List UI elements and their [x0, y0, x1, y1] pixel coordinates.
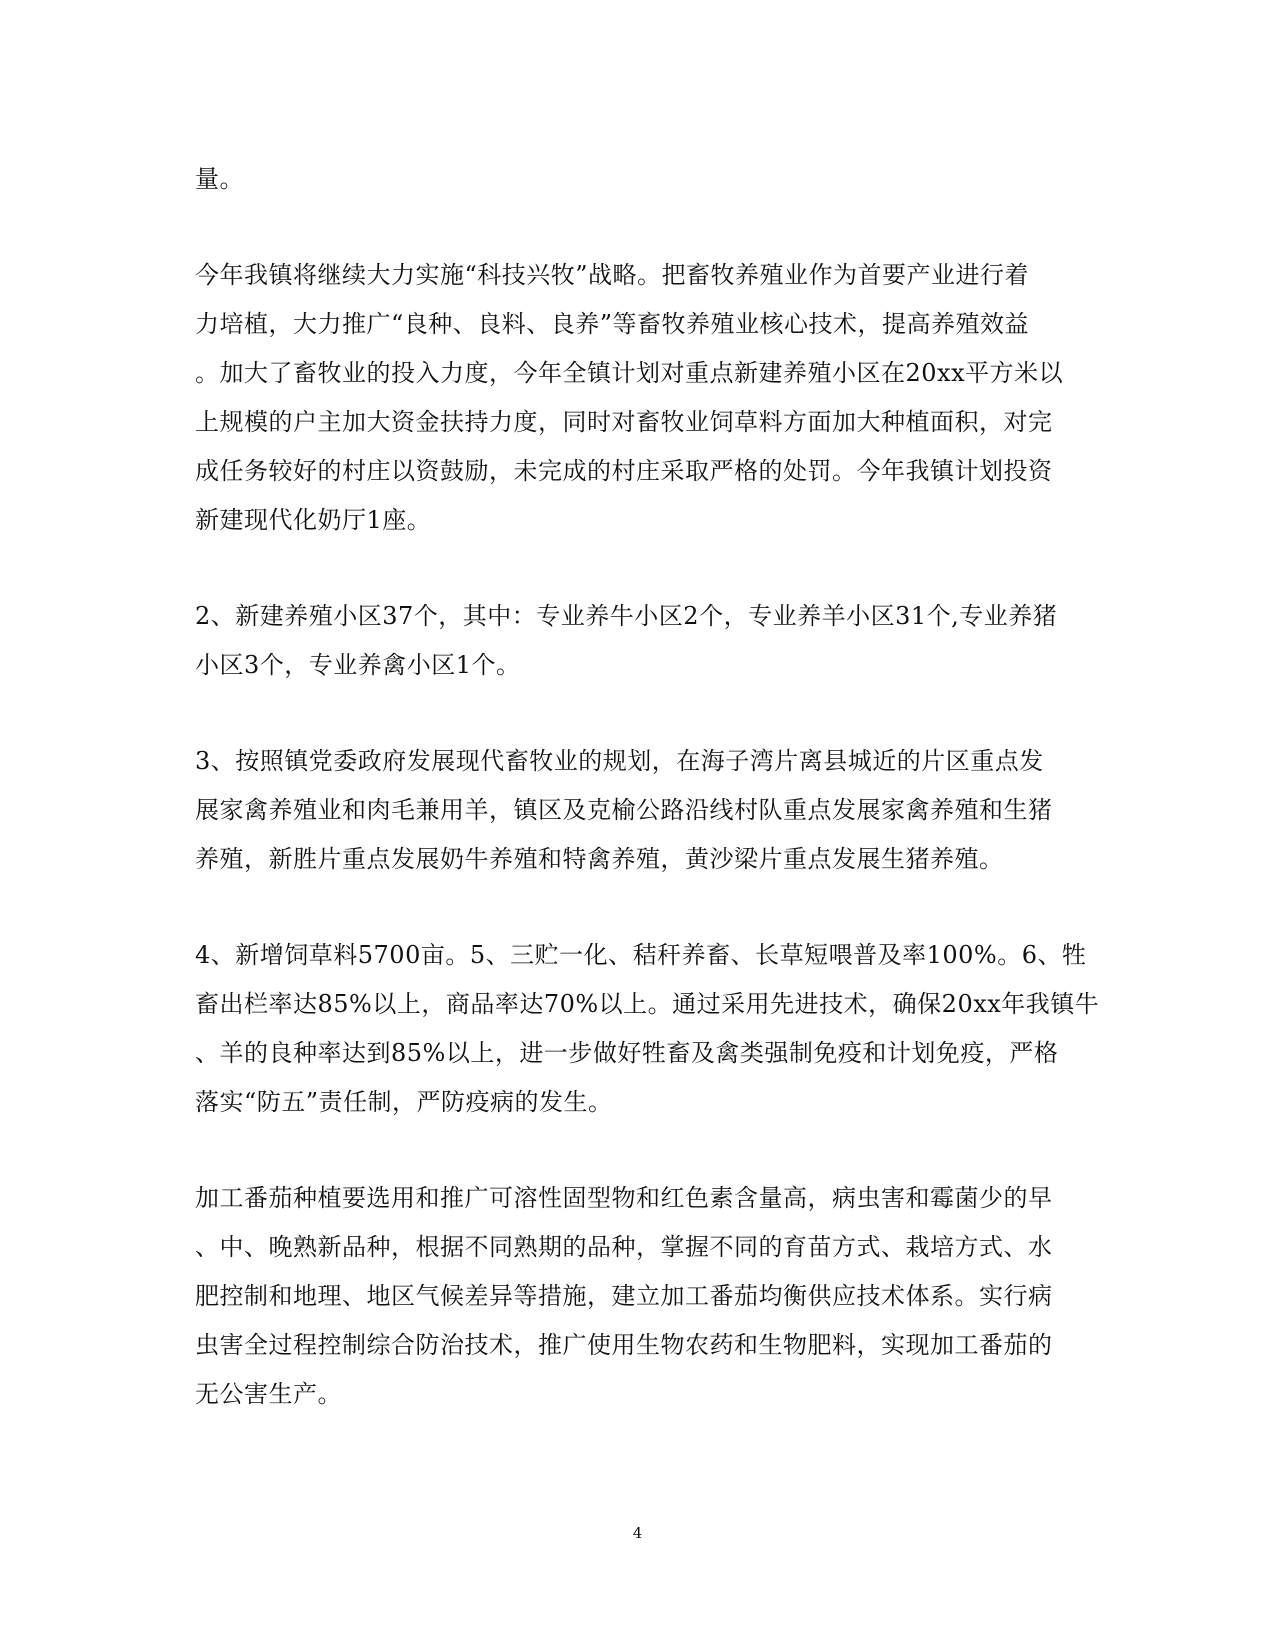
- text-line: 养殖，新胜片重点发展奶牛养殖和特禽养殖，黄沙梁片重点发展生猪养殖。: [195, 845, 1004, 873]
- text-line: 新建现代化奶厅1座。: [195, 506, 432, 534]
- page-number: 4: [632, 1524, 643, 1542]
- text-line: 2、新建养殖小区37个，其中：专业养牛小区2个，专业养羊小区31个,专业养猪: [195, 602, 1058, 630]
- paragraph-item-3: [195, 737, 1085, 884]
- text-line: 展家禽养殖业和肉毛兼用羊，镇区及克榆公路沿线村队重点发展家禽养殖和生猪: [195, 796, 1053, 824]
- text-line: 量。: [195, 165, 244, 193]
- document-body: [195, 155, 1100, 1466]
- text-line: 力培植，大力推广“良种、良料、良养”等畜牧养殖业核心技术，提高养殖效益: [195, 310, 1030, 338]
- text-line: 加工番茄种植要选用和推广可溶性固型物和红色素含量高，病虫害和霉菌少的早: [195, 1184, 1053, 1212]
- paragraph-tomato-planting: [195, 1174, 1085, 1419]
- text-line: 小区3个，专业养禽小区1个。: [195, 651, 521, 679]
- text-line: 。加大了畜牧业的投入力度，今年全镇计划对重点新建养殖小区在20xx平方米以: [195, 359, 1064, 387]
- paragraph-item-4: [195, 931, 1100, 1127]
- text-line: 无公害生产。: [195, 1380, 342, 1408]
- text-line: 今年我镇将继续大力实施“科技兴牧”战略。把畜牧养殖业作为首要产业进行着: [195, 261, 1030, 289]
- text-line: 落实“防五”责任制，严防疫病的发生。: [195, 1088, 613, 1116]
- text-line: 成任务较好的村庄以资鼓励，未完成的村庄采取严格的处罚。今年我镇计划投资: [195, 457, 1053, 485]
- text-line: 3、按照镇党委政府发展现代畜牧业的规划，在海子湾片离县城近的片区重点发: [195, 747, 1044, 775]
- text-line: 4、新增饲草料5700亩。5、三贮一化、秸秆养畜、长草短喂普及率100%。6、牲: [195, 941, 1087, 969]
- paragraph-item-2: [195, 592, 1085, 690]
- text-line: 上规模的户主加大资金扶持力度，同时对畜牧业饲草料方面加大种植面积，对完: [195, 408, 1053, 436]
- text-line: 虫害全过程控制综合防治技术，推广使用生物农药和生物肥料，实现加工番茄的: [195, 1331, 1053, 1359]
- text-line: 、中、晚熟新品种，根据不同熟期的品种，掌握不同的育苗方式、栽培方式、水: [195, 1233, 1053, 1261]
- text-line: 肥控制和地理、地区气候差异等措施，建立加工番茄均衡供应技术体系。实行病: [195, 1282, 1053, 1310]
- paragraph-technology-strategy: [195, 251, 1085, 545]
- paragraph-continuation: [195, 155, 1085, 204]
- text-line: 畜出栏率达85%以上，商品率达70%以上。通过采用先进技术，确保20xx年我镇牛: [195, 990, 1100, 1018]
- text-line: 、羊的良种率达到85%以上，进一步做好牲畜及禽类强制免疫和计划免疫，严格: [195, 1039, 1059, 1067]
